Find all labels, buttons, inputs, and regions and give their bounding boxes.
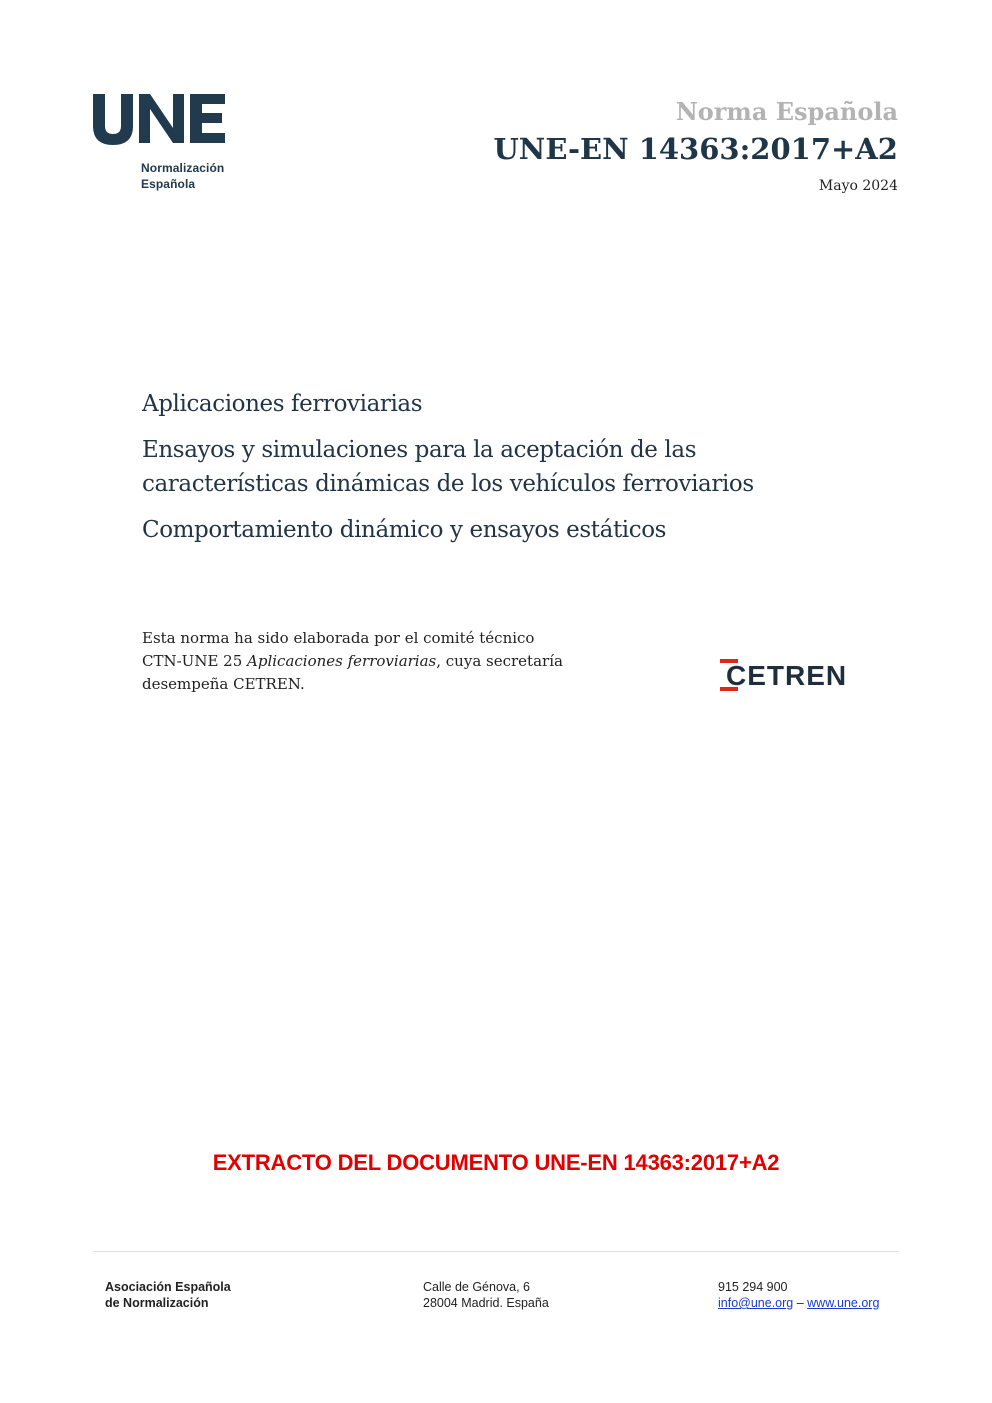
committee-line-3: desempeña CETREN. [142, 675, 305, 693]
email-link[interactable]: info@une.org [718, 1296, 794, 1310]
logo-subtitle-line1: Normalización [141, 161, 225, 175]
footer-divider [93, 1251, 899, 1252]
footer-contact [718, 1279, 879, 1311]
footer-city: 28004 Madrid. España [423, 1296, 549, 1310]
footer-street: Calle de Génova, 6 [423, 1280, 531, 1294]
committee-note [142, 627, 662, 696]
committee-line-2-suffix: , cuya secretaría [436, 652, 563, 670]
cetren-wordmark: CETREN [726, 660, 848, 691]
committee-line-2 [142, 650, 662, 673]
logo-subtitle-line2: Española [141, 177, 196, 191]
footer-assoc-line1: Asociación Española [105, 1280, 231, 1294]
une-wordmark-icon [93, 92, 233, 148]
title-line-3: Comportamiento dinámico y ensayos estáticos [142, 517, 667, 543]
une-logo [93, 92, 233, 202]
document-header [494, 96, 898, 196]
website-link[interactable]: www.une.org [807, 1296, 880, 1310]
footer-address [423, 1279, 549, 1311]
document-titles [142, 387, 902, 547]
title-line-1: Aplicaciones ferroviarias [142, 391, 423, 417]
title-line-2b: características dinámicas de los vehículos ferroviarios [142, 471, 754, 497]
committee-line-1: Esta norma ha sido elaborada por el comité técnico [142, 629, 535, 647]
publication-date: Mayo 2024 [818, 178, 898, 194]
standard-code: UNE-EN 14363:2017+A2 [493, 132, 898, 166]
footer-links [718, 1295, 879, 1311]
extract-notice: EXTRACTO DEL DOCUMENTO UNE-EN 14363:2017+A2 [212, 1150, 780, 1175]
title-line-2a: Ensayos y simulaciones para la aceptación de las [142, 437, 697, 463]
footer-association [105, 1279, 231, 1311]
cetren-logo [720, 659, 865, 697]
standard-type: Norma Española [675, 97, 898, 126]
committee-name: Aplicaciones ferroviarias [247, 652, 437, 670]
link-separator: – [793, 1296, 808, 1310]
footer-assoc-line2: de Normalización [105, 1296, 209, 1310]
committee-code: CTN-UNE 25 [142, 652, 248, 670]
footer-phone: 915 294 900 [718, 1280, 788, 1294]
